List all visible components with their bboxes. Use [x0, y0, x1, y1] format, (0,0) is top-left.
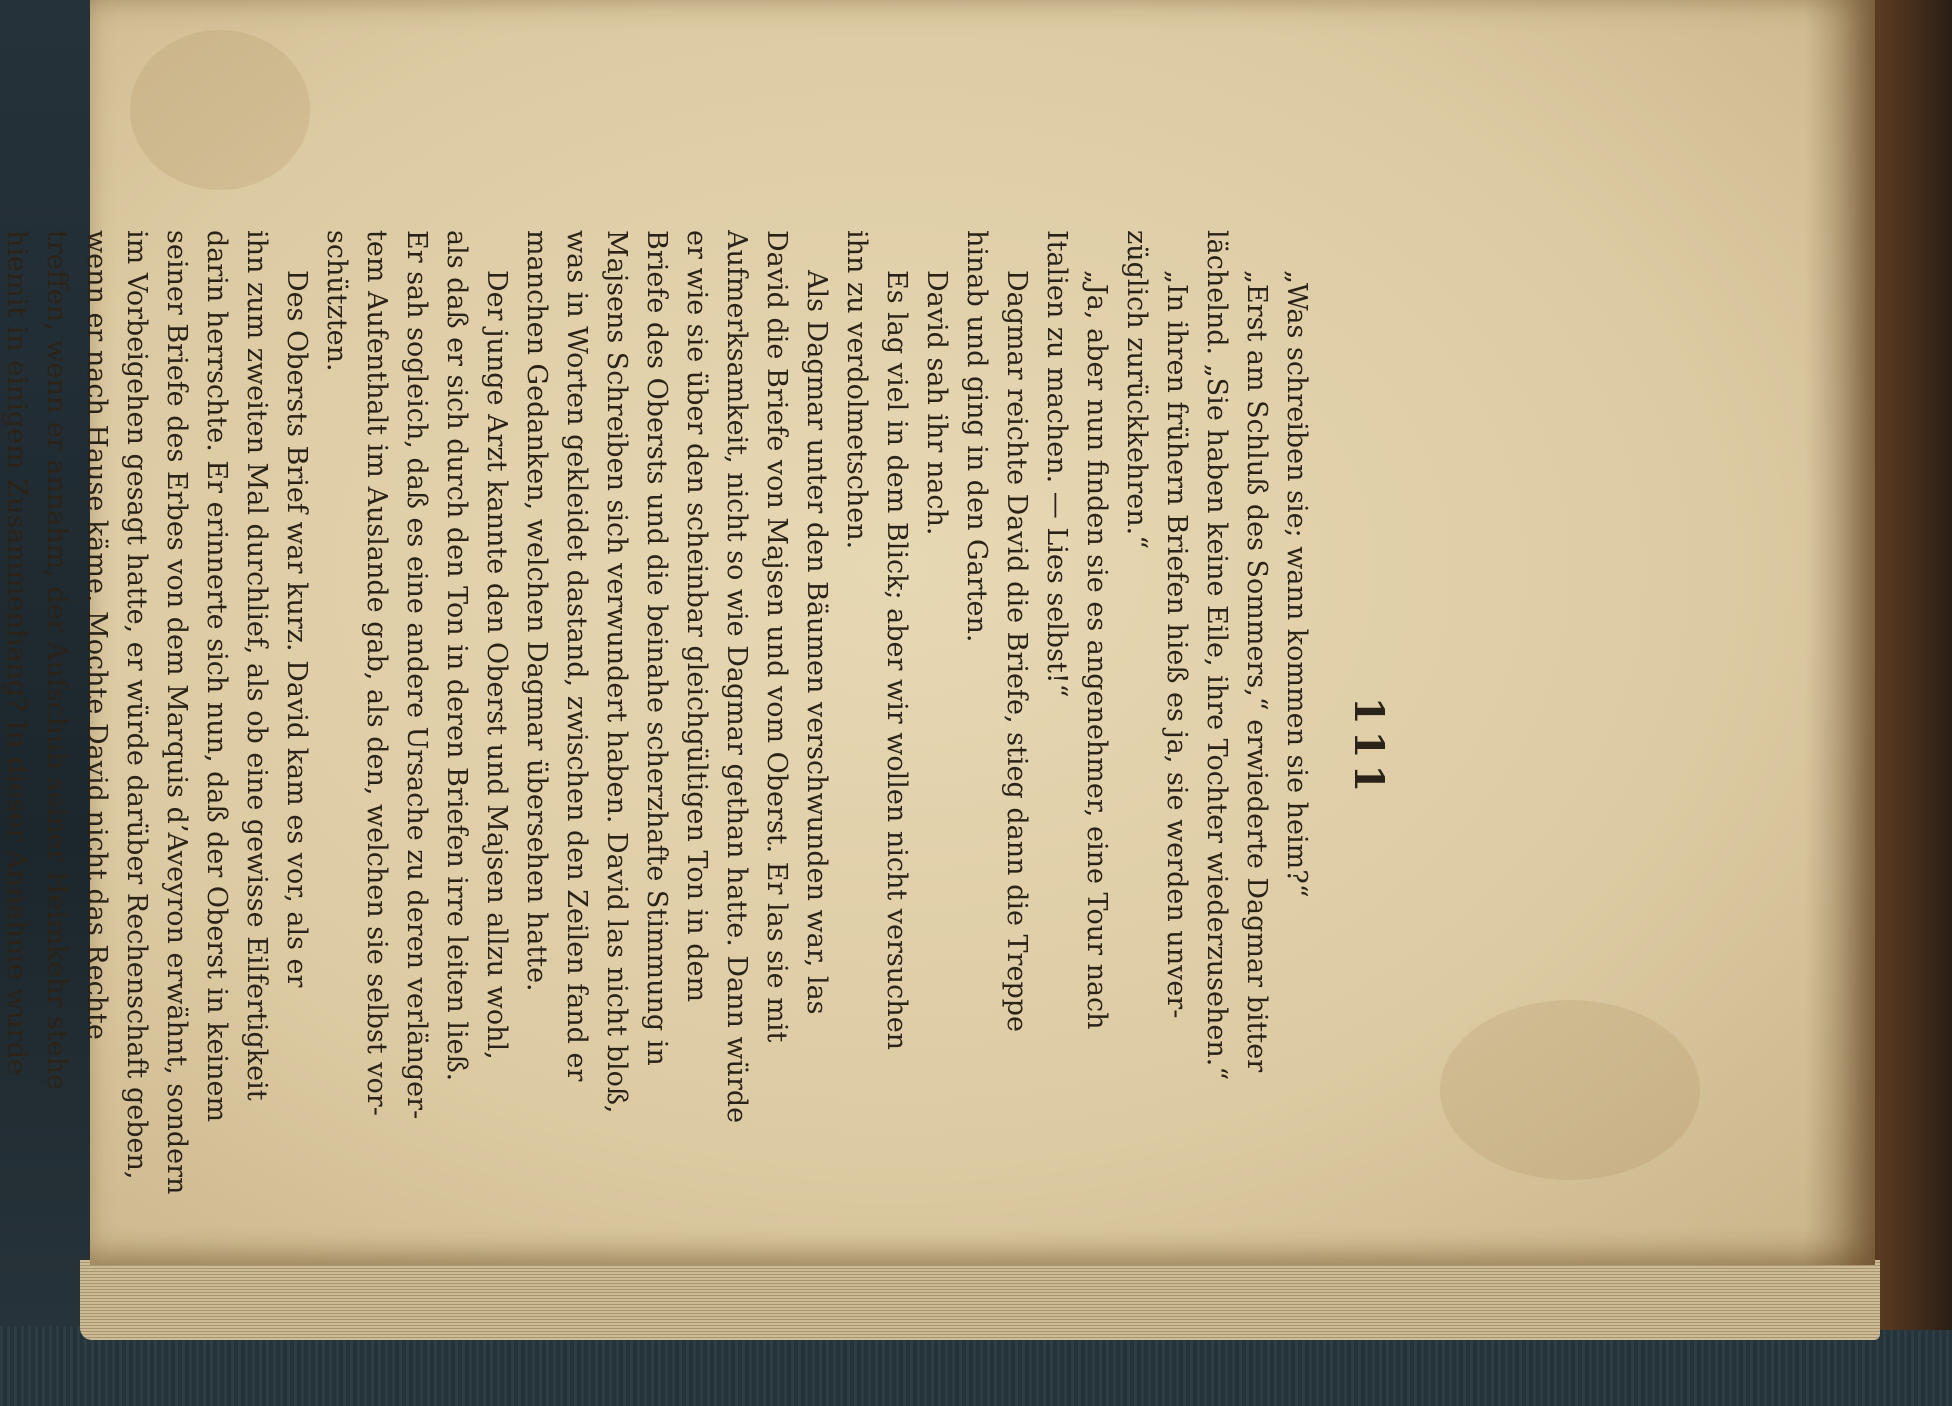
page-number: 111	[1345, 696, 1392, 799]
text-line: treffen, wenn er annahm, der Aufschub seiner Heimkehr stehe	[41, 230, 72, 1091]
paper-stain	[1440, 1000, 1700, 1180]
text-line: züglich zurückkehren.“	[1121, 230, 1152, 550]
text-line: Briefe des Obersts und die beinahe scherzhafte Stimmung in	[641, 230, 672, 1066]
text-lines	[0, 230, 1316, 1265]
text-line: als daß er sich durch den Ton in deren Briefen irre leiten ließ.	[441, 230, 472, 1082]
text-line: David sah ihr nach.	[921, 270, 952, 536]
text-line: hinab und ging in den Garten.	[961, 230, 992, 643]
text-line: Dagmar reichte David die Briefe, stieg dann die Treppe	[1001, 270, 1032, 1032]
text-line: Es lag viel in dem Blick; aber wir wollen nicht versuchen	[881, 270, 912, 1051]
text-line: Der junge Arzt kannte den Oberst und Majsen allzu wohl,	[481, 270, 512, 1060]
text-line: Aufmerksamkeit, nicht so wie Dagmar gethan hatte. Dann würde	[721, 230, 752, 1124]
paper-stain	[130, 30, 310, 190]
text-line: was in Worten gekleidet dastand, zwischen den Zeilen fand er	[561, 230, 592, 1082]
text-line: seiner Briefe des Erbes von dem Marquis d’Aveyron erwähnt, sondern	[161, 230, 192, 1195]
text-line: hiemit in einigem Zusammenhang? In dieser Annahme wurde	[1, 230, 32, 1075]
text-line: „Ja, aber nun finden sie es angenehmer, eine Tour nach	[1081, 270, 1112, 1030]
text-line: manchen Gedanken, welchen Dagmar übersehen hatte.	[521, 230, 552, 992]
page-text-block	[0, 230, 1392, 1265]
text-line: im Vorbeigehen gesagt hatte, er würde darüber Rechenschaft geben,	[121, 230, 152, 1180]
text-line: lächelnd. „Sie haben keine Eile, ihre Tochter wiederzusehen.“	[1201, 230, 1232, 1081]
text-line: ihn zum zweiten Mal durchlief, als ob eine gewisse Eilfertigkeit	[241, 230, 272, 1101]
text-line: Majsens Schreiben sich verwundert haben. David las nicht bloß,	[601, 230, 632, 1114]
text-line: Er sah sogleich, daß es eine andere Ursache zu deren verlänger-	[401, 230, 432, 1120]
text-line: „Erst am Schluß des Sommers,“ erwiederte Dagmar bitter	[1241, 270, 1272, 1073]
text-line: schützten.	[321, 230, 352, 372]
text-line: wenn er nach Hause käme. Mochte David nicht das Rechte	[81, 230, 112, 1040]
text-line: darin herrschte. Er erinnerte sich nun, daß der Oberst in keinem	[201, 230, 232, 1123]
gutter-shadow	[1805, 0, 1875, 1265]
text-line: Des Obersts Brief war kurz. David kam es vor, als er	[281, 270, 312, 988]
text-line: „Was schreiben sie; wann kommen sie heim?“	[1281, 270, 1312, 898]
text-line: Italien zu machen. — Lies selbst!“	[1041, 230, 1072, 698]
text-line: David die Briefe von Majsen und vom Oberst. Er las sie mit	[761, 230, 792, 1043]
text-line: Als Dagmar unter den Bäumen verschwunden war, las	[801, 270, 832, 1015]
text-line: „In ihren frühern Briefen hieß es ja, sie werden unver-	[1161, 270, 1192, 1019]
page-edges	[80, 1260, 1880, 1340]
text-line: ihn zu verdolmetschen.	[841, 230, 872, 550]
text-line: er wie sie über den scheinbar gleichgültigen Ton in dem	[681, 230, 712, 1003]
text-line: tem Aufenthalt im Auslande gab, als den, welchen sie selbst vor-	[361, 230, 392, 1116]
